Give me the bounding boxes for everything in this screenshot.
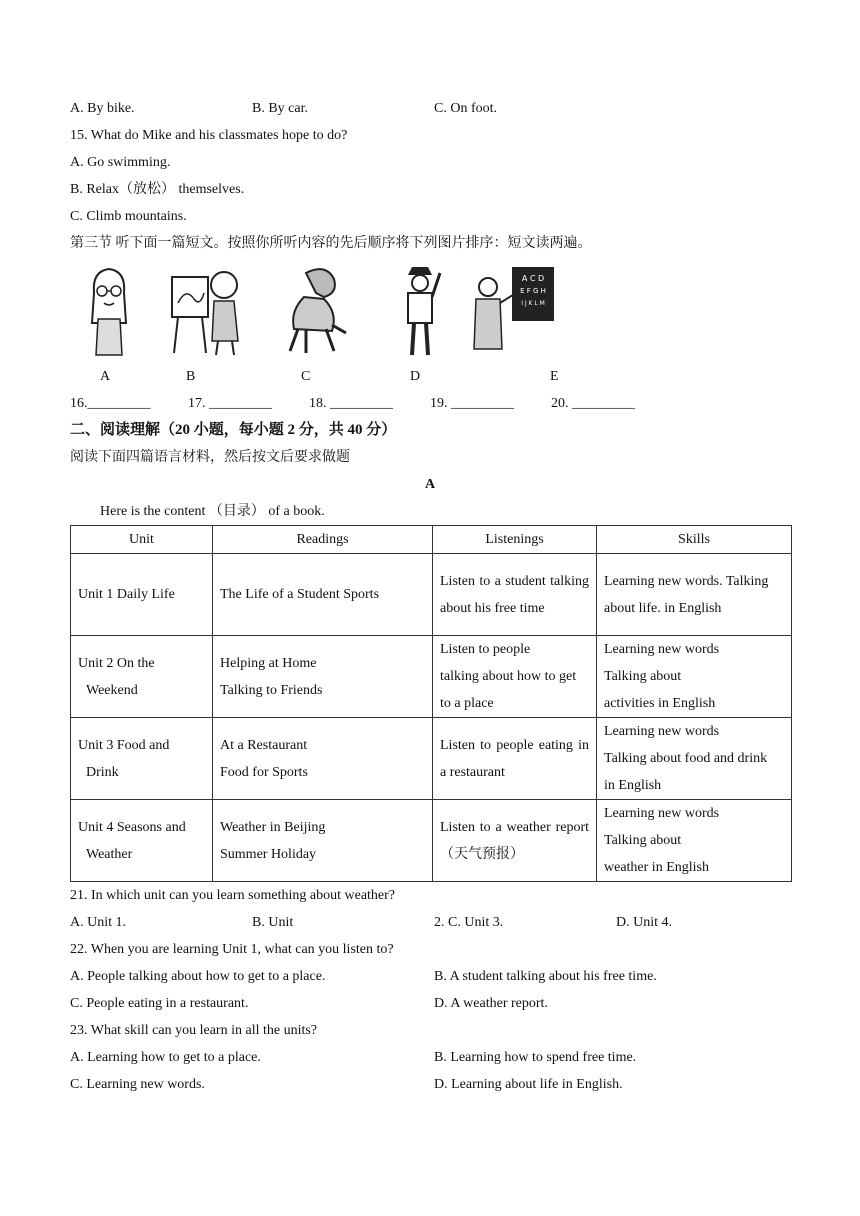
unit-cell: Unit 2 On the Weekend: [71, 636, 213, 718]
column-header: Readings: [213, 526, 433, 554]
table-header-row: [71, 526, 792, 554]
blank-19[interactable]: 19. _________: [430, 396, 514, 411]
blank-17[interactable]: 17. _________: [188, 396, 272, 411]
q22-options-row2: [70, 990, 790, 1017]
svg-text:I J K L M: I J K L M: [521, 300, 545, 307]
girl-with-glasses-icon: [84, 263, 134, 359]
q22-question: 22. When you are learning Unit 1, what can you listen to?: [70, 942, 394, 957]
q21-question: 21. In which unit can you learn something about weather?: [70, 888, 396, 903]
picture-label-d: D: [410, 369, 421, 384]
option-c: 2. C. Unit 3.: [434, 915, 504, 930]
table-row: [71, 718, 792, 800]
table-row: [71, 800, 792, 882]
option-c: C. Learning new words.: [70, 1077, 205, 1092]
table-row: [71, 636, 792, 718]
blank-20[interactable]: 20. _________: [551, 396, 635, 411]
q21-options: [70, 909, 790, 936]
option-c: C. People eating in a restaurant.: [70, 996, 249, 1011]
option-b: B. Unit: [252, 915, 294, 930]
unit-cell: Unit 4 Seasons and Weather: [71, 800, 213, 882]
svg-text:E F G H: E F G H: [520, 287, 546, 295]
option-b: B. A student talking about his free time.: [434, 969, 657, 984]
part2-instruction: 阅读下面四篇语言材料，然后按文后要求做题: [70, 450, 350, 465]
option-b: B. Learning how to spend free time.: [434, 1050, 637, 1065]
unit-cell: Unit 1 Daily Life: [71, 554, 213, 636]
q23-options-row1: [70, 1044, 790, 1071]
option-a: A. Unit 1.: [70, 915, 126, 930]
q23-options-row2: [70, 1071, 790, 1098]
skills-cell: Learning new words Talking about activities in English: [597, 636, 792, 718]
readings-cell: Weather in Beijing Summer Holiday: [213, 800, 433, 882]
content-table: [70, 525, 792, 882]
teacher-eye-chart-icon: [472, 263, 558, 359]
picture-label-a: A: [100, 369, 111, 384]
police-officer-icon: [396, 263, 446, 359]
table-row: [71, 554, 792, 636]
option-a: A. Learning how to get to a place.: [70, 1050, 261, 1065]
exam-page: [70, 95, 790, 1098]
skills-cell: Learning new words Talking about weather in English: [597, 800, 792, 882]
skills-cell: Learning new words Talking about food and drink in English: [597, 718, 792, 800]
blank-16[interactable]: 16._________: [70, 396, 151, 411]
q15-option-c: C. Climb mountains.: [70, 209, 187, 224]
picture-label-c: C: [301, 369, 311, 384]
listenings-cell: Listen to people talking about how to get to a place: [433, 636, 597, 718]
q15-option-a: A. Go swimming.: [70, 155, 171, 170]
passage-intro: Here is the content （目录） of a book.: [100, 504, 325, 519]
picture-row: [70, 263, 790, 363]
readings-cell: Helping at Home Talking to Friends: [213, 636, 433, 718]
svg-text:A C D: A C D: [521, 274, 545, 283]
readings-cell: The Life of a Student Sports: [213, 554, 433, 636]
option-d: D. Learning about life in English.: [434, 1077, 623, 1092]
q15-option-b: B. Relax（放松） themselves.: [70, 182, 245, 197]
picture-label-e: E: [550, 369, 559, 384]
option-d: D. Unit 4.: [616, 915, 672, 930]
listenings-cell: Listen to a student talking about his free time: [433, 554, 597, 636]
column-header: Listenings: [433, 526, 597, 554]
picture-label-b: B: [186, 369, 196, 384]
column-header: Unit: [71, 526, 213, 554]
unit-cell: Unit 3 Food and Drink: [71, 718, 213, 800]
section3-instruction: 第三节 听下面一篇短文。按照你所听内容的先后顺序将下列图片排序：短文读两遍。: [70, 236, 592, 251]
picture-labels: [70, 363, 790, 390]
dog-icon: [276, 263, 350, 359]
answer-blanks: [70, 390, 790, 417]
q14-options: [70, 95, 790, 122]
option-b: B. By car.: [252, 101, 308, 116]
part2-heading: 二、阅读理解（20 小题，每小题 2 分，共 40 分）: [70, 422, 397, 438]
column-header: Skills: [597, 526, 792, 554]
q23-question: 23. What skill can you learn in all the units?: [70, 1023, 318, 1038]
passage-label: A: [424, 477, 436, 492]
listenings-cell: Listen to a weather report（天气预报）: [433, 800, 597, 882]
listenings-cell: Listen to people eating in a restaurant: [433, 718, 597, 800]
skills-cell: Learning new words. Talking about life. in English: [597, 554, 792, 636]
option-a: A. People talking about how to get to a place.: [70, 969, 326, 984]
q22-options-row1: [70, 963, 790, 990]
blank-18[interactable]: 18. _________: [309, 396, 393, 411]
q15-question: 15. What do Mike and his classmates hope to do?: [70, 128, 348, 143]
option-c: C. On foot.: [434, 101, 497, 116]
readings-cell: At a Restaurant Food for Sports: [213, 718, 433, 800]
option-a: A. By bike.: [70, 101, 135, 116]
option-d: D. A weather report.: [434, 996, 548, 1011]
boy-drawing-icon: [168, 263, 244, 359]
